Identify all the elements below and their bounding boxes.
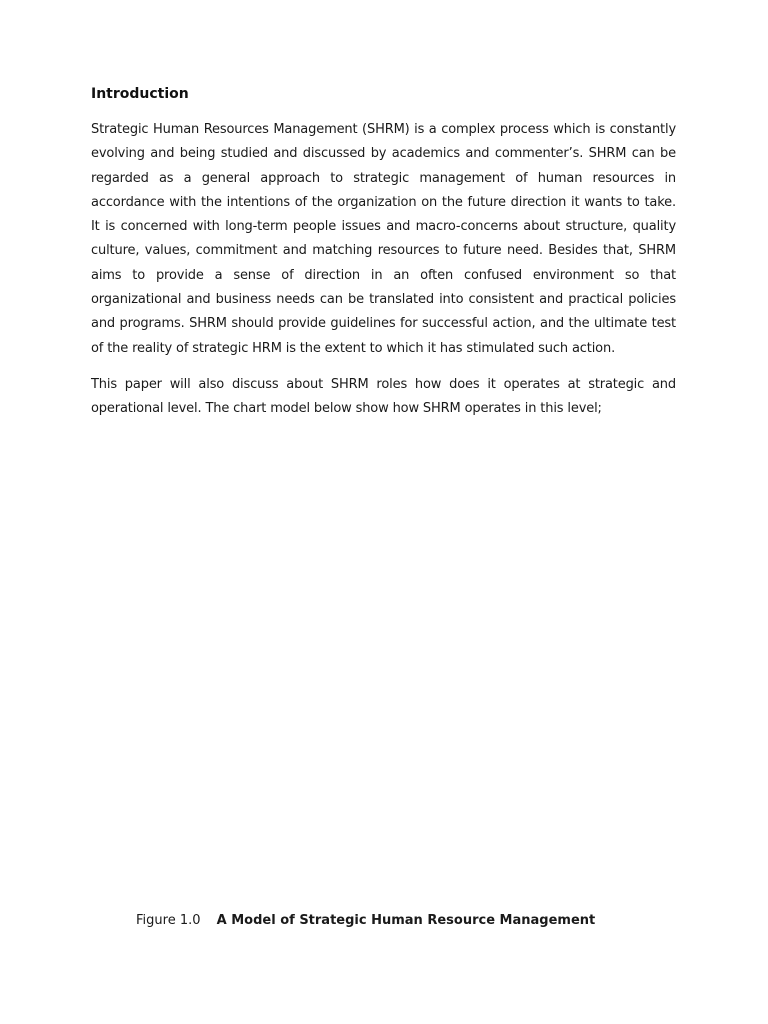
paragraph-overview: This paper will also discuss about SHRM roles how does it operates at strategic and operational level. The chart model below show how SHRM operates in this level; bbox=[91, 376, 676, 417]
figure-label: Figure 1.0 bbox=[136, 913, 201, 928]
figure-title: A Model of Strategic Human Resource Management bbox=[216, 913, 596, 928]
document-body bbox=[91, 82, 676, 434]
figure-caption bbox=[136, 910, 595, 932]
section-heading: Introduction bbox=[91, 86, 189, 102]
paragraph-intro: Strategic Human Resources Management (SHRM) is a complex process which is constantly evolving and being studied and discussed by academics and commenter’s. SHRM can be regarded as a general approach to strategic management of human resources in accordance with the intentions of the organization on the future direction it wants to take. It is concerned with long-term people issues and macro-concerns about structure, quality culture, values, commitment and matching resources to future need. Besides that, SHRM aims to provide a sense of direction in an often confused environment so that organizational and business needs can be translated into consistent and practical policies and programs. SHRM should provide guidelines for successful action, and the ultimate test of the reality of strategic HRM is the extent to which it has stimulated such action. bbox=[91, 122, 676, 356]
